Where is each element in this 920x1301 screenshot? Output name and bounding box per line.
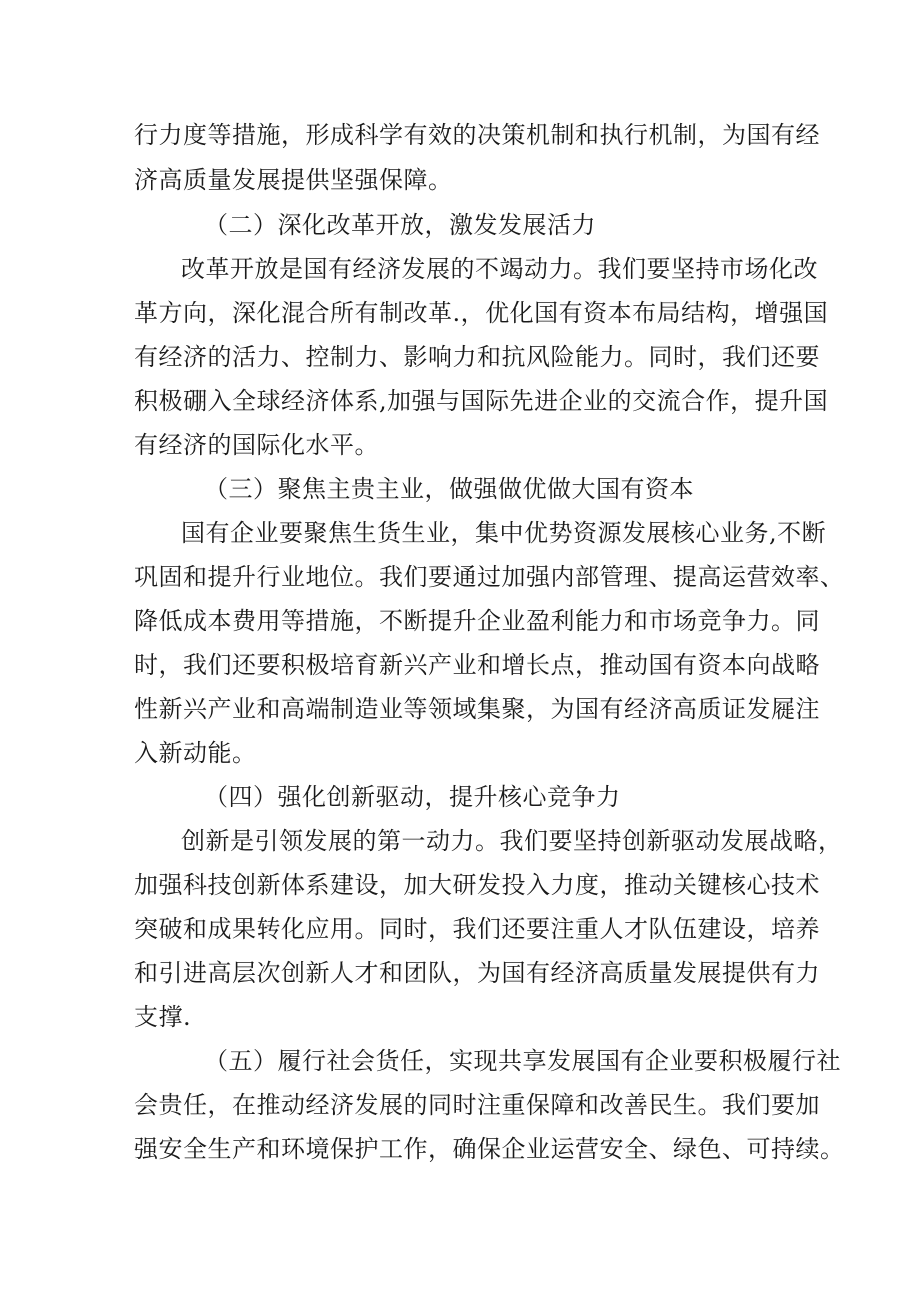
text-line: 加强科技创新体系建设，加大研发投入力度，推动关键核心技术 (134, 871, 820, 899)
text-line: 强安全生产和环境保护工作，确保企业运营安全、绿色、可持续。 (134, 1135, 845, 1163)
text-line: 支撑. (134, 1003, 192, 1031)
text-line: 改革开放是国有经济发展的不竭动力。我们要坚持市场化改 (181, 255, 818, 283)
section-heading: （二）深化改革开放，激发发展活力 (204, 211, 596, 239)
text-line: 时，我们还要积极培育新兴产业和增长点，推动国有资本向战略 (134, 651, 820, 679)
text-line: 国有企业要聚焦生货生业，集中优势资源发展核心业务,不断 (181, 519, 827, 547)
text-line: 和引进高层次创新人才和团队，为国有经济高质量发展提供有力 (134, 959, 820, 987)
section-heading: （三）聚焦主贵主业，做强做优做大国有资本 (204, 475, 694, 503)
text-line: 巩固和提升行业地位。我们要通过加强内部管理、提高运营效率、 (134, 563, 845, 591)
text-line: 降低成本费用等措施，不断提升企业盈利能力和市场竞争力。同 (134, 607, 820, 635)
text-line: 突破和成果转化应用。同时，我们还要注重人才队伍建设，培养 (134, 915, 820, 943)
text-line: 积极硼入全球经济体系,加强与国际先进企业的交流合作，提升国 (134, 387, 829, 415)
text-line: 有经济的活力、控制力、影响力和抗风险能力。同时，我们还要 (134, 343, 820, 371)
section-heading: （五）履行社会货任，实现共享发展国有企业要积极履行社 (204, 1047, 841, 1075)
section-heading: （四）强化创新驱动，提升核心竞争力 (204, 783, 621, 811)
text-line: 有经济的国际化水平。 (134, 431, 379, 459)
text-line: 济高质量发展提供坚强保障。 (134, 166, 453, 194)
text-line: 创新是引领发展的第一动力。我们要坚持创新驱动发展战略， (181, 827, 843, 855)
text-line: 入新动能。 (134, 739, 257, 767)
text-line: 性新兴产业和高端制造业等领域集聚，为国有经济高质证发屣注 (134, 695, 820, 723)
text-line: 行力度等措施，形成科学有效的决策机制和执行机制，为国有经 (134, 121, 820, 149)
text-line: 革方向，深化混合所有制改革.，优化国有资本布局结构，增强国 (134, 299, 829, 327)
text-line: 会贵任，在推动经济发展的同时注重保障和改善民生。我们要加 (134, 1091, 820, 1119)
